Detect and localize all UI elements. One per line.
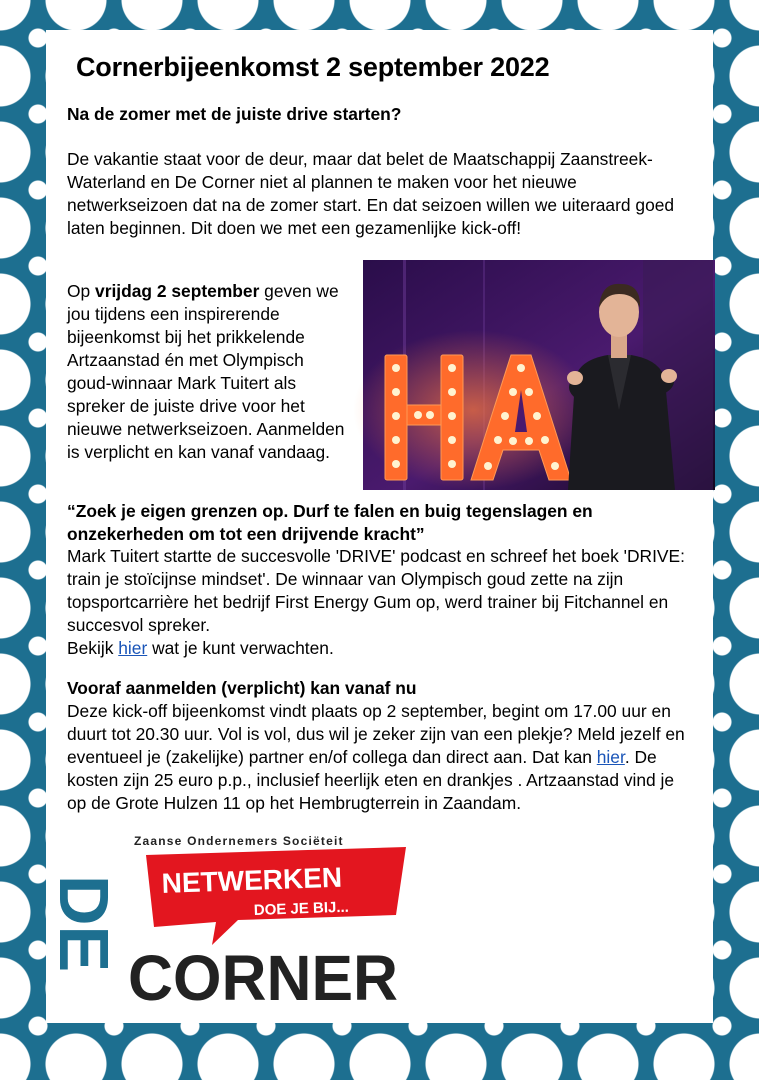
register-text-1: Deze kick-off bijeenkomst vindt plaats op 2 september, begint om 17.00 uur en duurt tot 20.30 uur. Vol is vol, dus wil je zeker zijn van een plekje? Meld jezelf en eventueel je (zakelijke) partner en/of collega dan direct aan. Dat kan [67, 701, 685, 767]
register-paragraph [67, 700, 692, 815]
bio-link-suffix: wat je kunt verwachten. [147, 638, 334, 658]
logo-netwerken: NETWERKEN [161, 861, 343, 899]
logo-de: DE [45, 875, 123, 973]
speaker-photo-graphic [363, 260, 715, 490]
document-page [46, 30, 713, 1023]
bio-paragraph [67, 545, 692, 660]
photo-letters: HA [503, 362, 505, 363]
event-text: geven we jou tijdens een inspirerende bijeenkomst bij het prikkelende Artzaanstad én met Olympisch goud-winnaar Mark Tuitert als spreker de juiste drive voor het nieuwe netwerkseizoen. Aanmelden is verplicht en kan vanaf vandaag. [67, 281, 345, 462]
event-date: vrijdag 2 september [95, 281, 260, 301]
register-link[interactable]: hier [596, 747, 625, 767]
logo-doe-je-bij: DOE JE BIJ... [253, 898, 350, 919]
logo-corner: CORNER [128, 942, 398, 1014]
de-corner-logo [45, 825, 406, 1014]
register-heading: Vooraf aanmelden (verplicht) kan vanaf nu [67, 678, 417, 698]
logo-society: Zaanse Ondernemers Sociëteit [134, 834, 344, 848]
bio-link[interactable]: hier [118, 638, 148, 658]
speaker-photo [363, 260, 715, 490]
intro-paragraph: De vakantie staat voor de deur, maar dat belet de Maatschappij Zaanstreek-Waterland en De Corner niet al plannen te maken voor het nieuwe netwerkseizoen dat na de zomer start. En dat seizoen willen we uiteraard goed laten beginnen. Dit doen we met een gezamenlijke kick-off! [67, 149, 675, 238]
bio-text: Mark Tuitert startte de succesvolle 'DRIVE' podcast en schreef het boek 'DRIVE: train je stoïcijnse mindset'. De winnaar van Olympisch goud zette na zijn topsportcarrière het bedrijf First Energy Gum op, werd trainer bij Fitchannel en succesvol spreker. [67, 546, 685, 635]
event-prefix: Op [67, 281, 96, 301]
quote: “Zoek je eigen grenzen op. Durf te falen en buig tegenslagen en onzekerheden om tot een drijvende kracht” [67, 501, 593, 544]
register-text-2: . De kosten zijn 25 euro p.p., inclusief heerlijk eten en drankjes . Artzaanstad vind je op de Grote Hulzen 11 op het Hembrugterrein in Zaandam. [67, 747, 675, 813]
de-corner-logo-graphic [45, 825, 406, 1014]
event-paragraph [67, 280, 349, 464]
subtitle: Na de zomer met de juiste drive starten? [67, 104, 402, 124]
page-title: Cornerbijeenkomst 2 september 2022 [76, 52, 550, 82]
bio-link-prefix: Bekijk [67, 638, 119, 658]
